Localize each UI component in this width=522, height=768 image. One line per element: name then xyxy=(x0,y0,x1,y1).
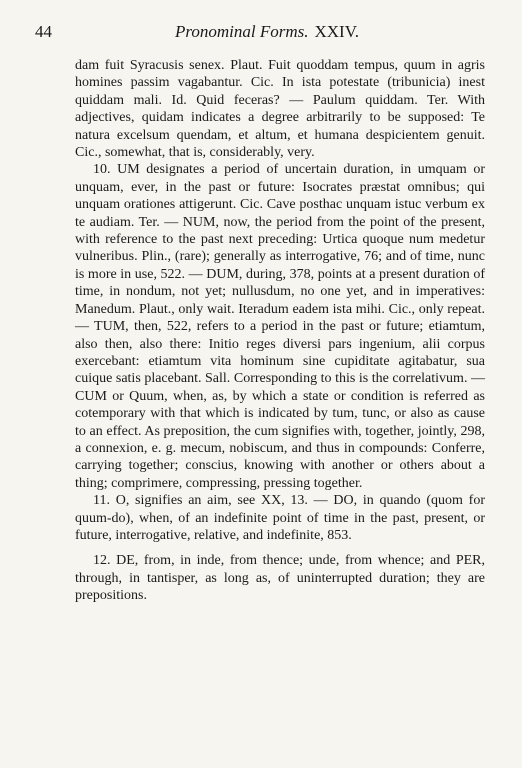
page-number: 44 xyxy=(35,22,52,41)
running-title-text: Pronominal Forms. xyxy=(175,22,309,41)
paragraph-10: 10. UM designates a period of uncertain duration, in umquam or unquam, ever, in the past or future: Isocrates præstat omnibus; qui unquam orationes attigerunt. Cic. Cave posthac unquam istuc verbum ex te audiam. Ter. — NUM, now, the period from the point of the present, with reference to the past next preceding: Urtica quoque num medetur vulneribus. Plin., (rare); generally as interrogative, 76; and of time, nunc is more in use, 522. — DUM, during, 378, points at a present duration of time, in nondum, not yet; nullusdum, no one yet, and in imperatives: Manedum. Plaut., only wait. Iteradum eadem ista mihi. Cic., only repeat. — TUM, then, 522, refers to a period in the past or future; etiamtum, also then, also there: Initio reges diversi pars ingenium, alii corpus exercebant: etiamtum vita hominum sine cupiditate agitabatur, sua cuique satis placebant. Sall. Corresponding to this is the correlativum. — CUM or Quum, when, as, by which a state or condition is referred as cotemporary with that which is indicated by tum, tunc, or also as cause to an effect. As preposition, the cum signifies with, together, jointly, 298, a connexion, e. g. mecum, nobiscum, and thus in compounds: Conferre, carrying together; conscius, knowing with another or others about a thing; comprimere, compressing, pressing together. xyxy=(75,162,485,491)
running-title xyxy=(175,22,359,42)
paragraph-11: 11. O, signifies an aim, see XX, 13. — DO, in quando (quom for quum-do), when, of an indefinite point of time in the past, present, or future, interrogative, relative, and indefinite, 853. xyxy=(75,493,485,543)
paragraph-continuation: dam fuit Syracusis senex. Plaut. Fuit quoddam tempus, quum in agris homines passim vagabantur. Cic. In ista potestate (tribunicia) inest quiddam mali. Id. Quid feceras? — Paulum quiddam. Ter. With adjectives, quidam indicates a degree arbitrarily to be supposed: Te natura excelsum quendam, et altum, et humana despicientem genuit. Cic., somewhat, that is, considerably, very. xyxy=(75,58,485,161)
section-number: XXIV. xyxy=(314,22,360,41)
running-header xyxy=(35,22,492,44)
page-body xyxy=(75,57,485,605)
paragraph-12: 12. DE, from, in inde, from thence; unde, from whence; and PER, through, in tantisper, as long as, of uninterrupted duration; they are prepositions. xyxy=(75,553,485,604)
